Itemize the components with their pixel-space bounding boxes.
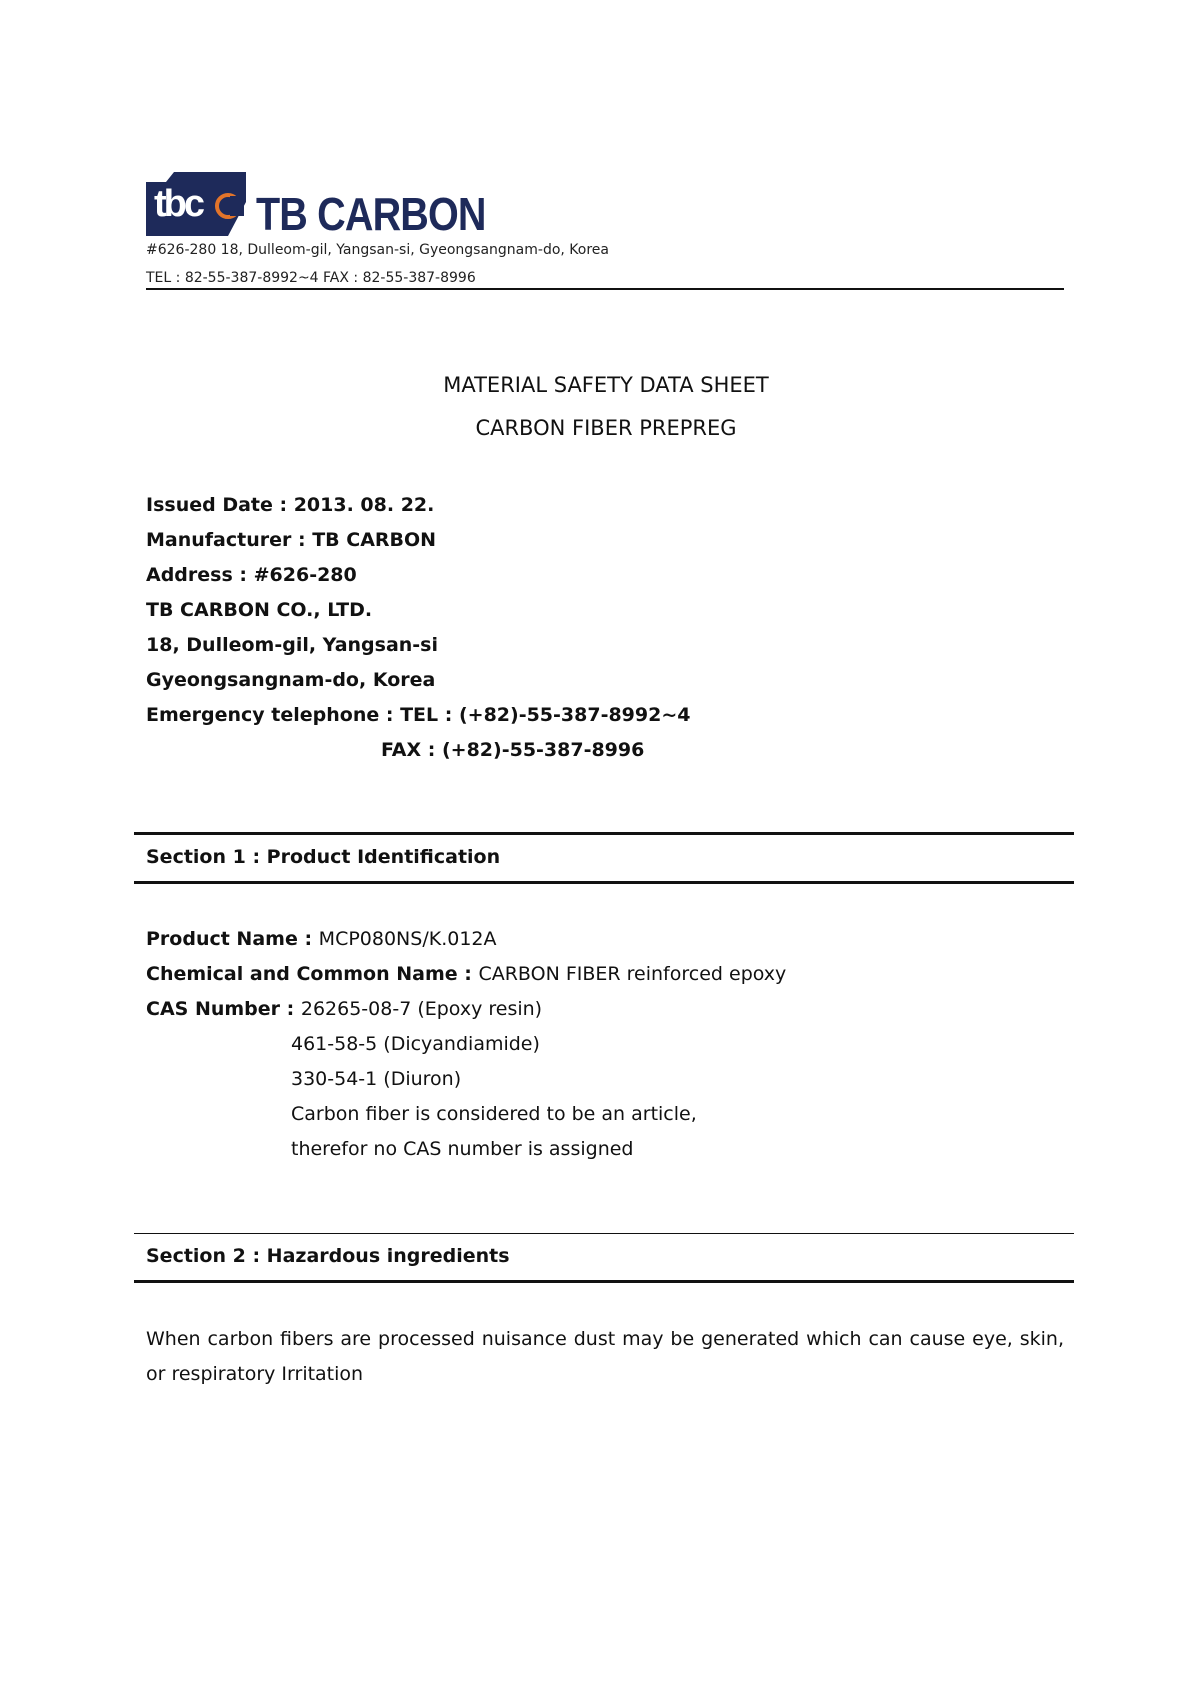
product-name-value: MCP080NS/K.012A bbox=[318, 928, 497, 950]
cas-number-value: 26265-08-7 (Epoxy resin) bbox=[300, 998, 543, 1020]
cas-note-line: Carbon fiber is considered to be an article, bbox=[291, 1103, 697, 1125]
document-subtitle: CARBON FIBER PREPREG bbox=[475, 416, 737, 440]
product-name-row bbox=[146, 922, 786, 957]
address: Address : #626-280 bbox=[146, 564, 357, 586]
manufacturer: Manufacturer : TB CARBON bbox=[146, 529, 437, 551]
section-2-bottom-rule bbox=[134, 1280, 1074, 1283]
emergency-telephone: Emergency telephone : TEL : (+82)-55-387-8992~4 bbox=[146, 704, 691, 726]
company-logo bbox=[146, 172, 246, 236]
section-1-bottom-rule bbox=[134, 881, 1074, 884]
issuer-info bbox=[146, 488, 690, 768]
product-name-label: Product Name : bbox=[146, 928, 319, 950]
section-1-heading: Section 1 : Product Identification bbox=[146, 846, 501, 868]
cas-note-line: therefor no CAS number is assigned bbox=[291, 1138, 634, 1160]
address-line-3: 18, Dulleom-gil, Yangsan-si bbox=[146, 634, 439, 656]
chemical-name-row bbox=[146, 957, 786, 992]
issued-date: Issued Date : 2013. 08. 22. bbox=[146, 494, 435, 516]
logo-mark-text: tbc bbox=[154, 183, 202, 225]
cas-number-line: 330-54-1 (Diuron) bbox=[291, 1068, 462, 1090]
chemical-name-label: Chemical and Common Name : bbox=[146, 963, 479, 985]
address-line-2: TB CARBON CO., LTD. bbox=[146, 599, 373, 621]
letterhead-divider bbox=[146, 288, 1064, 290]
document-title: MATERIAL SAFETY DATA SHEET bbox=[443, 373, 769, 397]
section-2-top-rule bbox=[134, 1233, 1074, 1234]
product-identification bbox=[146, 922, 786, 1167]
fax-number: FAX : (+82)-55-387-8996 bbox=[381, 739, 645, 761]
address-line-4: Gyeongsangnam-do, Korea bbox=[146, 669, 436, 691]
cas-number-row bbox=[146, 992, 786, 1027]
company-address: #626-280 18, Dulleom-gil, Yangsan-si, Gyeongsangnam-do, Korea bbox=[146, 242, 609, 258]
cas-number-line: 461-58-5 (Dicyandiamide) bbox=[291, 1033, 540, 1055]
chemical-name-value: CARBON FIBER reinforced epoxy bbox=[478, 963, 787, 985]
company-name: TB CARBON bbox=[256, 188, 486, 240]
company-contact: TEL : 82-55-387-8992~4 FAX : 82-55-387-8996 bbox=[146, 270, 476, 286]
section-2-heading: Section 2 : Hazardous ingredients bbox=[146, 1245, 510, 1267]
section-1-top-rule bbox=[134, 832, 1074, 835]
hazard-description: When carbon fibers are processed nuisance dust may be generated which can cause eye, skin, or respiratory Irritation bbox=[146, 1328, 1064, 1385]
cas-number-label: CAS Number : bbox=[146, 998, 301, 1020]
